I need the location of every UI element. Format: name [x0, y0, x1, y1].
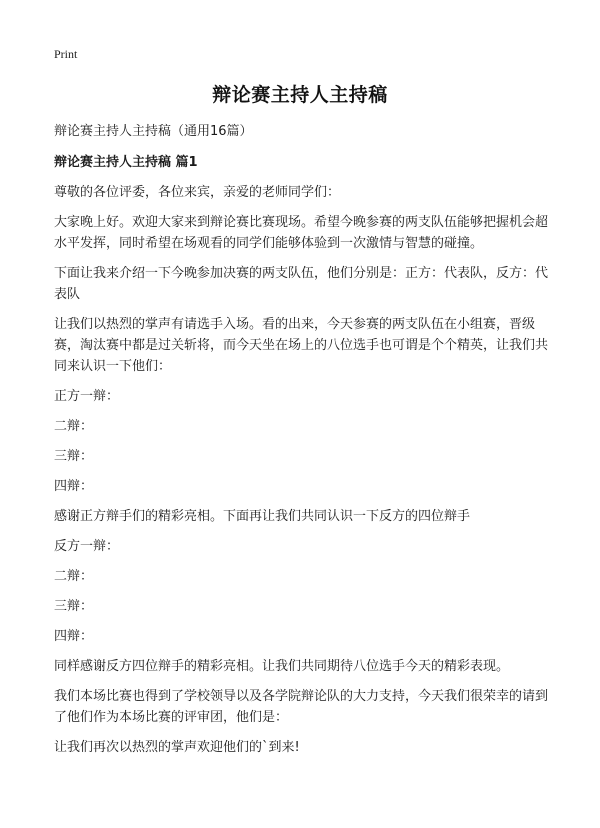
document-subtitle: 辩论赛主持人主持稿（通用16篇）: [54, 124, 253, 139]
paragraph-applause: 让我们再次以热烈的掌声欢迎他们的`到来!: [54, 740, 300, 755]
paragraph-thanks-affirmative: 感谢正方辩手们的精彩亮相。下面再让我们共同认识一下反方的四位辩手: [54, 509, 471, 524]
affirmative-debater-4: 四辩：: [54, 479, 94, 494]
negative-debater-4: 四辩：: [54, 629, 94, 644]
negative-debater-2: 二辩：: [54, 569, 94, 584]
section-heading: 辩论赛主持人主持稿 篇1: [54, 155, 198, 170]
paragraph-teams-intro: 下面让我来介绍一下今晚参加决赛的两支队伍，他们分别是：正方：代表队，反方：代表队: [54, 266, 549, 302]
paragraph-entrance: 让我们以热烈的掌声有请选手入场。看的出来，今天参赛的两支队伍在小组赛，晋级赛，淘汰赛中都是过关斩将，而今天坐在场上的八位选手也可谓是个个精英，让我们共同来认识一下他们：: [54, 317, 549, 374]
affirmative-debater-3: 三辩：: [54, 449, 94, 464]
paragraph-greeting: 尊敬的各位评委，各位来宾，亲爱的老师同学们：: [54, 185, 341, 200]
affirmative-debater-2: 二辩：: [54, 419, 94, 434]
paragraph-welcome: 大家晚上好。欢迎大家来到辩论赛比赛现场。希望今晚参赛的两支队伍能够把握机会超水平发挥，同时希望在场观看的同学们能够体验到一次激情与智慧的碰撞。: [54, 215, 549, 251]
negative-debater-3: 三辩：: [54, 599, 94, 614]
affirmative-debater-1: 正方一辩：: [54, 389, 120, 404]
document-title: 辩论赛主持人主持稿: [212, 84, 388, 106]
paragraph-thanks-negative: 同样感谢反方四位辩手的精彩亮相。让我们共同期待八位选手今天的精彩表现。: [54, 659, 510, 674]
paragraph-judges: 我们本场比赛也得到了学校领导以及各学院辩论队的大力支持，今天我们很荣幸的请到了他们作为本场比赛的评审团，他们是：: [54, 689, 549, 725]
print-label: Print: [54, 47, 78, 61]
negative-debater-1: 反方一辩：: [54, 539, 120, 554]
document-body: [54, 121, 550, 767]
